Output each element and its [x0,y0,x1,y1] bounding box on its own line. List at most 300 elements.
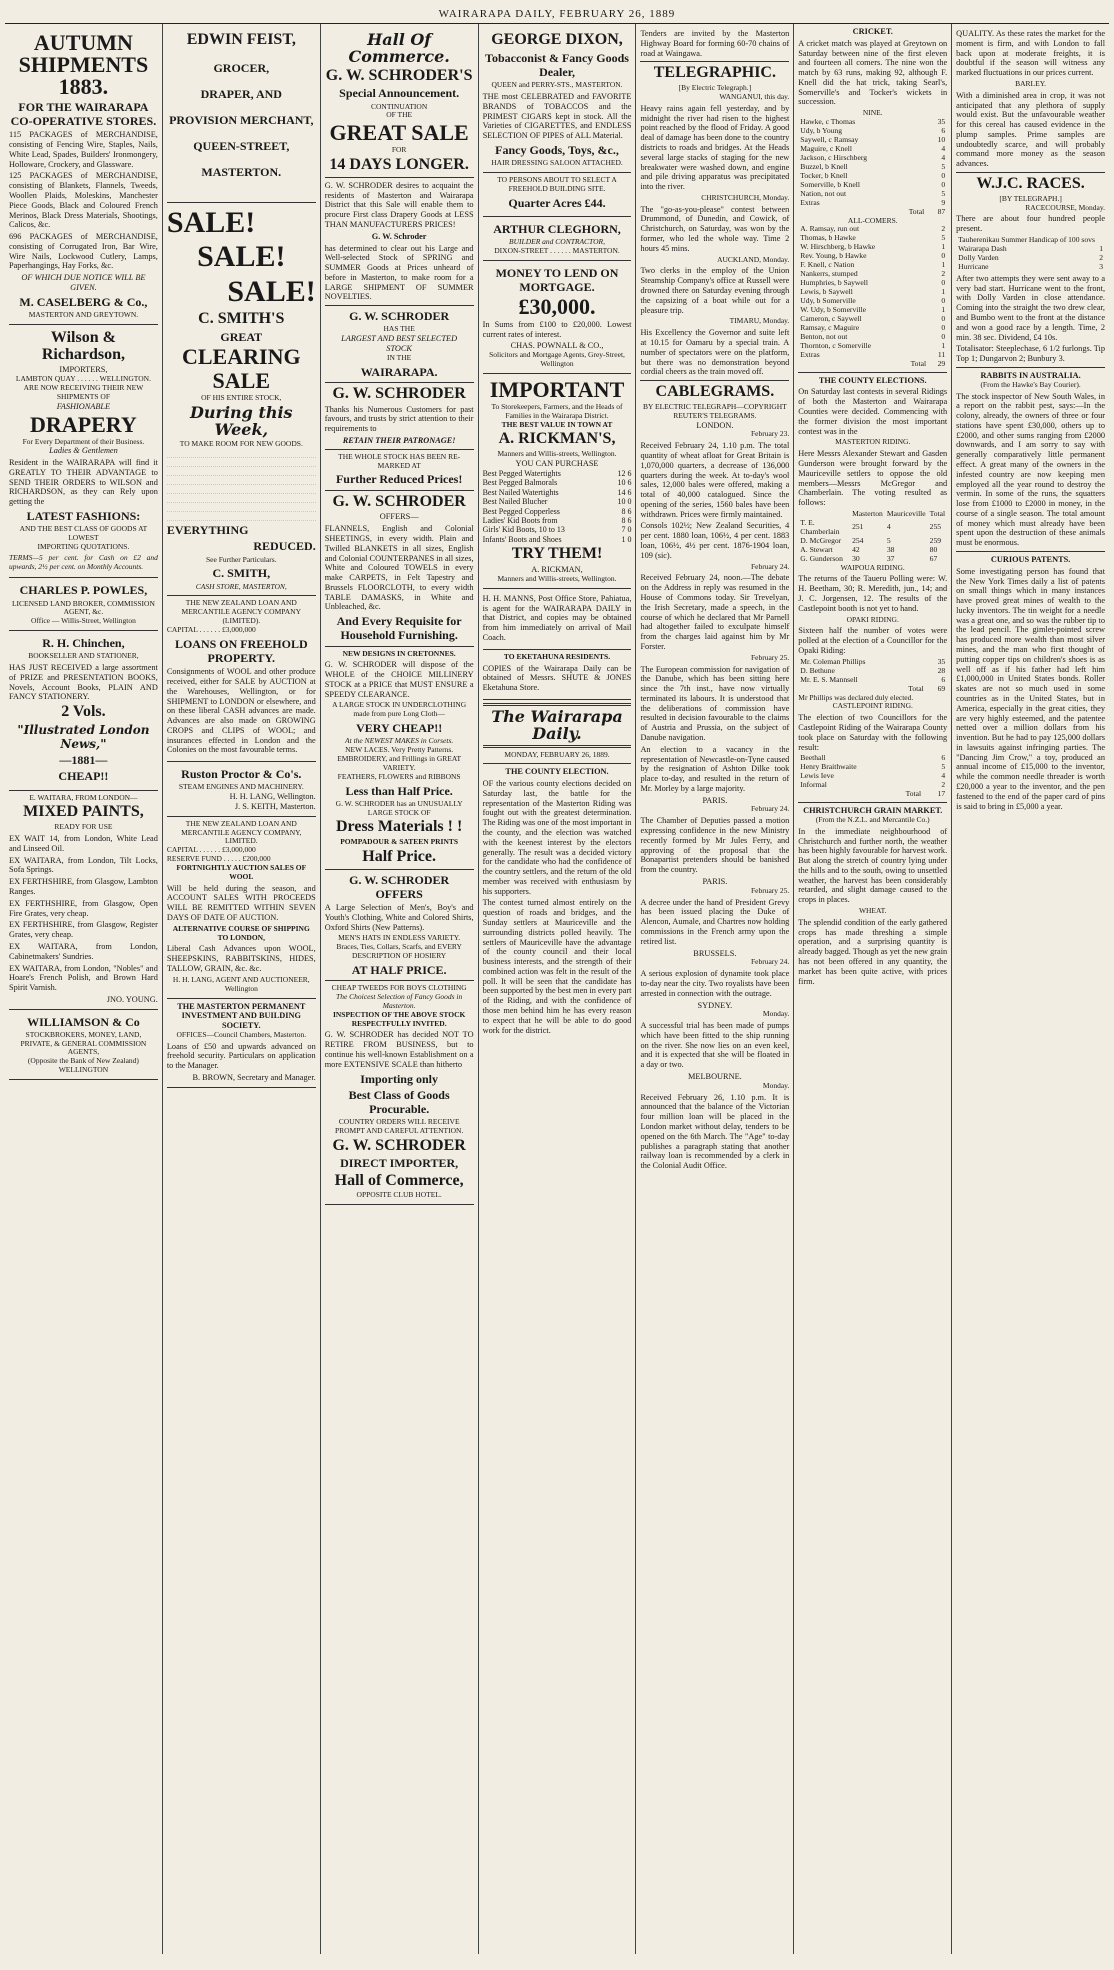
table-row: Somerville, b Knell 0 [800,179,946,189]
see-further: See Further Particulars. [205,554,277,564]
allcomers-head: ALL-COMERS. [847,215,898,225]
masthead-title: WAIRARAPA DAILY, FEBRUARY 26, 1889 [438,7,676,20]
christchurch-dateline: CHRISTCHURCH, Monday. [701,192,790,202]
opposite-club: OPPOSITE CLUB HOTEL. [356,1190,442,1200]
table-row: Total 69 [908,683,946,693]
half-price-label: Less than Half Price. [345,783,453,798]
opaki-head: OPAKI RIDING. [846,614,899,624]
table-row: Rev. Young, b Hawke 0 [800,251,946,261]
offers-label: OFFERS— [379,512,419,522]
auckland-dateline: AUCKLAND, Monday. [717,254,790,264]
very-cheap: VERY CHEAP!! [356,721,443,736]
has-the: HAS THE [383,324,415,334]
schroder-body: G. W. SCHRODER desires to acquaint the residents of Masterton and Wairarapa District that this Sale will enable them to procure First class Drapery Goods at LESS THAN MANUFACTURERS PRICES! [324,180,474,229]
paris2-body: A decree under the hand of President Grevy has been issued placing the Duke of Alencon, Aumale, and Chartres now holding commissions in the French army upon the retired list. [640,897,790,946]
during-week: During this Week, [190,402,293,439]
dress-label: G. W. SCHRODER has an UNUSUALLY LARGE STOCK OF [335,798,463,817]
feist-ad [167,27,316,203]
melbourne-head: MELBOURNE. [688,1072,742,1082]
wilson-address: LAMBTON QUAY . . . . . . WELLINGTON. [15,374,151,384]
auction-label: FORTNIGHTLY AUCTION SALES OF WOOL [176,862,307,881]
reuter-label: REUTER'S TELEGRAMS. [673,410,757,420]
hair-dressing: HAIR DRESSING SALOON ATTACHED. [491,158,623,168]
chinchen-sub: BOOKSELLER AND STATIONER, [28,651,139,661]
schroder8-body: G. W. SCHRODER has decided NOT TO RETIRE FROM BUSINESS, but to continue his well-known Establishment on a more EXTENSIVE SCALE than hitherto [324,1030,474,1069]
manns-body: H. H. MANNS, Post Office Store, Pahiatua, is agent for the WAIRARAPA DAILY in that District, and copies may be obtained from him immediately on arrival of Mail Coach. [482,593,632,642]
smith-signature: C. SMITH, [212,566,271,581]
embroidery-label: EMBROIDERY, and Frillings in GREAT VARIETY. [337,754,462,772]
melbourne-body: Received February 26, 1.10 p.m. It is announced that the balance of the Victorian four million loan will be placed in the London market without delay, tenders to be opened on the 6th March. The "Age" to-day publishes a paragraph stating that another railway loan is recommended by a clerk in the Colonial Audit Office. [640,1092,790,1171]
grain-body: In the immediate neighbourhood of Christchurch and further north, the weather has been highly favourable for harvest work. But along the stretch of country lying under the hills and to the south, owing to unsettled weather, the harvest has been considerably retarded, and slight damage caused to the crops in places. [798,826,948,905]
wilson-sub: IMPORTERS, [59,365,108,375]
quotations-label: IMPORTING QUOTATIONS. [37,541,130,551]
schroder6-name: G. W. SCHRODER [332,492,466,510]
paris-body: The Chamber of Deputies passed a motion expressing confidence in the new Ministry recently formed by Mr Jules Ferry, and approving of the proposal that the Bonapartist pretenders should be banished from the country. [640,816,790,875]
shirts-body: A Large Selection of Men's, Boy's and Youth's Clothing, White and Colored Shirts, Oxford Shirts (New Patterns). [324,903,474,932]
consols-body: Consols 102½; New Zealand Securities, 4 per cent. 1880 loan, 106½, 4 per cent. 1883 loan, 106½, 4½ per cent. 1876-1904 loan, 109 (sic). [640,521,790,560]
cricket-body: A cricket match was played at Greytown on Saturday between nine of the first eleven and fourteen all comers. The nine won the match by 63 runs, making 92, although F. Knell did the hat trick, taking Searl's, Somerville's and Tocker's wickets in succession. [798,38,948,107]
draper-label: DRAPER, AND [200,86,282,101]
table-row: Informal 2 [800,780,946,790]
election-body: OF the various county elections decided on Saturday last, the battle for the representation of the Masterton Riding was fought out with the greatest determination. The Riding was one of the most important in the county, and the election was watched with the keenest interest by the electors generally. The result was a decided victory for the candidate who had the confidence of the country settlers, and the return of the old member was received with enthusiasm by his supporters. [482,779,632,896]
permanent-society-ad [167,999,316,1088]
rickman-address: Manners and Willis-streets, Wellington. [497,449,617,459]
vols-label: 2 Vols. [61,703,106,721]
table-row: Saywell, c Ramsay 10 [800,135,946,144]
table-row: T. E. Chamberlain 251 4 255 [800,517,942,536]
fancy-goods-toys: Fancy Goods, Toys, &c., [495,142,619,157]
nine-head: NINE. [862,108,883,118]
table-row: Lewis, b Saywell 1 [800,287,946,297]
opaki-body: Sixteen half the number of votes were polled at the election of a Councillor for the Opaki Riding: [798,626,948,655]
cablegrams-head: CABLEGRAMS. [655,383,775,401]
offers-body: FLANNELS, English and Colonial SHEETINGS, in every width. Plain and Twilled BLANKETS in all sizes, English and Colonial COUNTERPANES in all sizes, White and Coloured TOWELS in every make CARPETS, in Felt Tapestry and Brussels FLOORCLOTH, to every width TABLE DAMASKS, in White and Unbleached, &c. [324,524,474,612]
best-value: THE BEST VALUE IN TOWN AT [501,419,613,429]
special-announcement: Special Announcement. [339,86,460,101]
table-row: Tauherenikau Summer Handicap of 100 sovs [958,235,1095,245]
totalisator-text: Totalisator: Steeplechase, 6 1/2 furlongs. Tip Top 1; Dungarvon 2; Bunbury 3. [956,344,1106,364]
caselberg-name: M. CASELBERG & Co., [19,294,148,309]
laces-label: NEW LACES. Very Pretty Patterns. [345,745,454,755]
price-row: Best Pegged Copperless 8 6 [482,506,632,516]
table-row: Lewis Ieve 4 [800,771,946,781]
table-row: Udy, b Young 6 [800,126,946,136]
race-body: There are about four hundred people present. [956,214,1106,234]
make-room: TO MAKE ROOM FOR NEW GOODS. [179,439,303,449]
masthead [5,5,1109,24]
williamson-address: (Opposite the Bank of New Zealand) WELLINGTON [27,1056,139,1075]
dixon-body: THE most CELEBRATED and FAVORITE BRANDS of TOBACCOS and the PRIMEST CIGARS kept in stock. All the Varieties of CIGARETTES, and ENDLESS SELECTION OF PIPES of ALL Material. [482,91,632,141]
barley-head: BARLEY. [1015,78,1047,88]
requisite-label: And Every Requisite for Household Furnishing. [336,614,462,643]
caselberg-location: MASTERTON AND GREYTOWN. [28,309,139,319]
column-6 [794,24,952,1954]
price-row: Infants' Boots and Shoes 1 0 [482,534,632,544]
ward-head: E. WAITARA, FROM LONDON— [29,792,138,802]
nzloan-capital: CAPITAL . . . . . . £3,000,000 [166,625,256,634]
table-row: Mr. Coleman Phillips 35 [800,656,946,666]
table-row: Thornton, c Somerville 1 [800,340,946,350]
terms-text: TERMS—5 per cent. for Cash on £2 and upwards, 2½ per cent. on Monthly Accounts. [9,552,158,571]
table-row: A. Ramsay, run out 2 [800,224,946,234]
inspection-label: INSPECTION OF THE ABOVE STOCK RESPECTFULLY INVITED. [332,1009,466,1028]
further-reduced: Further Reduced Prices! [335,472,463,487]
williamson-sub: STOCKBROKERS, MONEY, LAND, PRIVATE, & GENERAL COMMISSION AGENTS, [20,1029,147,1057]
dixon-address: QUEEN and PERRY-STS., MASTERTON. [491,80,623,90]
auction-body: Will be held during the season, and ACCOUNT SALES WITH PROCEEDS WILL BE REMITTED WITHIN SEVEN DAYS OF DATE OF AUCTION. [166,883,316,922]
paper-title: The Wairarapa Daily. [491,706,623,743]
table-row: Buzzel, b Knell 5 [800,161,946,171]
cash-store: CASH STORE, MASTERTON, [195,581,287,591]
table-row: Hurricane 3 [958,261,1104,271]
county-body: On Saturday last contests in several Ridings of both the Masterton and Wairarapa Counties were decided. Commencing with the former division the most important contest was in the [798,387,948,436]
election-head: THE COUNTY ELECTION. [505,767,609,777]
cleghorn-name: ARTHUR CLEGHORN, [493,221,621,236]
table-row: Udy, b Somerville 0 [800,296,946,306]
paints-sub: READY FOR USE [54,822,113,832]
table-row: Henry Braithwaite 5 [800,762,946,772]
table-row: D. McGregor 254 5 259 [800,535,942,545]
telegraphic-sub: [By Electric Telegraph.] [678,83,752,93]
half-price-2: Half Price. [362,848,437,866]
lowest-label: AND THE BEST CLASS OF GOODS AT LOWEST [19,524,148,543]
melbourne-date: Monday. [762,1080,790,1090]
dixon-name: GEORGE DIXON, [491,31,623,48]
chinchen-ad [9,631,158,791]
retain-label: RETAIN THEIR PATRONAGE! [342,435,456,445]
table-row: Hawke, c Thomas 35 [800,117,946,127]
perm-name: THE MASTERTON PERMANENT INVESTMENT AND BUILDING SOCIETY. [177,1001,306,1031]
shipping-7: EX WAITARA, from London, "Nobles" and Hoare's French Polish, and Brown Hard Spirit Varnish. [9,963,158,993]
castlepoint-body: The election of two Councillors for the Castlepoint Riding of the Wairarapa County took place on Saturday with the following result: [798,713,948,752]
cleghorn-ad [483,217,632,261]
price-row: Best Nailed Blucher 10 0 [482,497,632,507]
eketahuna-body: COPIES of the Wairarapa Daily can be obtained of Messrs. SHUTE & JONES Eketahuna Store. [482,663,632,693]
rabbits-body: The stock inspector of New South Wales, in a report on the rabbit pest, says:—In the colony, already, the owners of three or four stations have spent £30,000, others up to £2000, and other sums ranging from £2000 downwards, and I am sorry to say with generally comparatively little permanent effect. A great many of the owners in the infested country are now keeping men employed all the year round to destroy the vermin. In some of the runs, the squatters lose from £1000 to £2000 in money, in the course of a single season. The total amount of money which must already have been spent upon the destruction of these animals must be enormous. [956,391,1106,548]
masterton-label: MASTERTON. [201,165,282,180]
lang-sign: H. H. LANG, Wellington. [229,792,316,802]
price-row: Best Pegged Balmorals 10 6 [482,478,632,488]
shipping-3: EX FERTHSHIRE, from Glasgow, Lambton Ranges. [9,877,158,897]
nzloan-name: THE NEW ZEALAND LOAN AND MERCANTILE AGENCY COMPANY (LIMITED). [181,598,302,626]
feist-name: EDWIN FEIST, [186,31,296,48]
table-row: D. Bethune 28 [800,665,946,675]
price-row: Best Nailed Watertights 14 6 [482,487,632,497]
wilson-receiving: ARE NOW RECEIVING THEIR NEW SHIPMENTS OF [23,383,144,401]
money-body: In Sums from £100 to £20,000. Lowest current rates of interest. [482,319,632,339]
sydney-body: A successful trial has been made of pumps which have been fitted to the ship running on the river. She now lies on an even keel, and it is expected that she will be floated in a day or two. [640,1021,790,1070]
in-the: IN THE [387,352,412,362]
election-body-2: The contest turned almost entirely on the question of roads and bridges, and the Sunday settlers at Mauriceville and the surrounding districts polled heavily. The settlers of Mauriceville have the advantage of the county council and their local business interests, and the strength of their combined action was felt in the result of the poll. It will be seen that the candidate has been supported by the best men in every part of the Riding, and with the confidence of those men behind him he has every reason to expect that he will be able to do good work for the district. [482,898,632,1035]
london-date: February 23. [750,429,790,439]
table-row: Maguire, c Knell 4 [800,143,946,153]
london3-body: The European commission for navigation of the Danube, which has been sitting here since the 7th inst., have now virtually terminated its labours. It is understood that the deliberations of commission have resulted in decision favourable to the claims of Austria and Prussia, on the subject of Danube navigation. [640,664,790,742]
chinchen-body: HAS JUST RECEIVED a large assortment of PRIZE and PRESENTATION BOOKS, Novels, Account Books, PLAIN AND FANCY STATIONERY. [9,663,158,702]
wairarapa-label: WAIRARAPA. [360,364,438,379]
nzloan2-name: THE NEW ZEALAND LOAN AND MERCANTILE AGENCY COMPANY, LIMITED. [181,818,302,846]
eketahuna-ad [483,650,632,700]
powles-name: CHARLES P. POWLES, [19,583,148,598]
quality-body: QUALITY. As these rates the market for the moment is firm, and with London to fall back upon at moderate freights, it is doubtful if the season will witness any marked fluctuations in our prices current. [956,29,1106,78]
paris-date: February 24. [750,804,790,814]
money-ad [483,261,632,374]
great-sale-label: GREAT SALE [329,120,469,146]
table-row: W. Hirschberg, b Hawke 1 [800,242,946,252]
clearing-label: CLEARING [182,344,301,370]
cable-sub: BY ELECTRIC TELEGRAPH—COPYRIGHT [642,401,787,411]
young-ad [9,791,158,1010]
castlepoint-table [798,754,947,799]
pownall-sub: Solicitors and Mortgage Agents, Grey-Street, Wellington [489,350,625,369]
paris2-head: PARIS. [702,877,728,886]
pompadour-label: POMPADOUR & SATEEN PRINTS [340,837,459,847]
price-list [483,469,632,545]
wilson-richardson-ad [9,325,158,579]
auckland-body: Two clerks in the employ of the Union Steamship Company's office at Russell were drowned there on Saturday evening through the capsizing of a boat while out for a pleasure trip. [640,266,790,315]
wheat-head: WHEAT. [858,906,887,916]
latest-fashions: LATEST FASHIONS: [26,509,141,524]
remarked-label: THE WHOLE STOCK HAS BEEN RE-MARKED AT [338,451,461,470]
continuation-label: CONTINUATION [371,101,428,111]
price-row: Ladies' Kid Boots from 8 6 [482,516,632,526]
london2-body: Received February 24, noon.—The debate on the Address in reply was resumed in the House of Commons today. Sir Trevelyan, the Irish Secretary, made a speech, in the course of which he declared that Mr Parnell had altogether failed to exculpate himself from the charges laid against him by Mr Forster. [640,573,790,651]
opaki-table [798,658,947,694]
perm-office: OFFICES—Council Chambers, Masterton. [176,1029,307,1039]
sale-3: SALE! [227,274,316,308]
racecourse-dateline: RACECOURSE, Monday. [1025,202,1106,212]
powles-ad [9,578,158,631]
feathers-label: FEATHERS, FLOWERS and RIBBONS [337,771,461,781]
table-row: Dolly Varden 2 [958,252,1104,262]
nzloan-ad [167,596,316,762]
table-row: Total 29 [910,358,946,368]
nzloan2-capital: CAPITAL . . . . . . £3,000,000 [166,845,256,855]
entire-stock: OF HIS ENTIRE STOCK, [201,393,282,403]
shipping-5: EX FERTHSHIRE, from Glasgow, Register Grates, very cheap. [9,920,158,940]
half-price-3: AT HALF PRICE. [351,963,447,977]
paints-label: MIXED PAINTS, [23,803,144,821]
timaru-body: His Excellency the Governor and suite left at 10.15 for Oamaru by a special train. A number of spectators were on the platform, but there was no demonstration beyond cordial cheers as the train moved off. [640,328,790,377]
iln-year: —1881— [59,753,108,768]
schroder2-body: has determined to clear out his Large and Well-selected Stock of SPRING and SUMMER Goods at Prices unheard of before in Masterton, to make room for a LARGE SHIPMENT OF SUMMER NOVELTIES. [324,243,474,302]
castlepoint-head: CASTLEPOINT RIDING. [832,701,913,711]
london-body: Received February 24, 1.10 p.m. The total quantity of wheat afloat for Great Britain is 1,070,000 quarters, a decrease of 136,000 quarters during the week. At to-day's wool sales, 12,000 bales were offered, making a total of 40,000 catalogued. Since the opening of the series, 1560 bales have been withdrawn. Prices were firmly maintained. [640,441,790,519]
table-row: Mr. E. S. Mannsell 6 [800,674,946,684]
table-row: Ramsay, c Maguire 0 [800,322,946,332]
column-1 [5,24,163,1954]
cleghorn-sub: BUILDER and CONTRACTOR, [509,236,605,246]
ship-note: OF WHICH DUE NOTICE WILL BE GIVEN. [21,273,146,293]
opaki-note: Mr Phillips was declared duly elected. [798,692,914,702]
sydney-head: SYDNEY. [697,1000,733,1010]
price-row: Girls' Kid Boots, 10 to 13 7 0 [482,525,632,535]
drapery-for: For Every Department of their Business. [22,436,145,446]
table-row: A. Stewart 42 38 80 [800,544,938,554]
wjc-sub: [BY TELEGRAPH.] [999,193,1062,203]
rickman2-address: Manners and Willis-streets, Wellington. [497,573,617,583]
wjc-head: W.J.C. RACES. [976,175,1085,192]
dixon-sub: Tobacconist & Fancy Goods Dealer, [485,50,629,79]
nzloan2-ad [167,817,316,999]
williamson-name: WILLIAMSON & Co [27,1014,140,1029]
powles-sub: LICENSED LAND BROKER, COMMISSION AGENT, &c. [11,598,155,617]
cheap-label: CHEAP!! [58,769,109,784]
merchants-body: Liberal Cash Advances upon WOOL, SHEEPSKINS, RABBITSKINS, HIDES, TALLOW, GRAIN, &c. &c. [166,944,316,974]
keith-sign: J. S. KEITH, Masterton. [234,801,316,811]
fashionable-label: FASHIONABLE [56,401,111,411]
dress-materials: Dress Materials ! ! [335,818,463,836]
london2-date: February 24. [750,561,790,571]
table-row: Humphries, b Saywell 0 [800,278,946,288]
brown-sign: B. BROWN, Secretary and Manager. [192,1073,316,1083]
fancy-label: The Choicest Selection of Fancy Goods in Masterton. [336,992,463,1010]
nzloan2-reserve: RESERVE FUND . . . . . £200,000 [166,854,271,864]
table-row: F. Knell, c Nation 1 [800,260,946,270]
newspaper-page [5,5,1109,1960]
table-row: Thomas, b Hawke 5 [800,233,946,243]
quarter-acres-ad [483,173,632,217]
rabbits-head: RABBITS IN AUSTRALIA. [980,370,1081,380]
tenders-body: Tenders are invited by the Masterton Highway Board for forming 60-70 chains of road at Waingawa. [640,29,790,58]
williamson-ad [9,1010,158,1080]
days-label: 14 DAYS LONGER. [329,156,469,174]
table-row: Cameron, c Saywell 0 [800,313,946,323]
london-head: LONDON. [696,420,734,430]
purchase-label: YOU CAN PURCHASE [515,459,599,469]
grain-sub: (From the N.Z.L. and Mercantile Co.) [815,814,930,824]
london3-date: February 25. [750,652,790,662]
brussels-date: February 24. [750,957,790,967]
millinery-body: G. W. SCHRODER will dispose of the WHOLE of the CHOICE MILLINERY STOCK at a PRICE that MUST ENSURE a SPEEDY CLEARANCE. [324,660,474,699]
important-sub: To Storekeepers, Farmers, and the Heads of Families in the Wairarapa District. [491,401,623,420]
drapery-label: DRAPERY [30,411,137,437]
young-signature: JNO. YOUNG. [106,994,158,1004]
lang2-sign: H. H. LANG, AGENT AND AUCTIONEER, Wellington [172,974,310,993]
masterton-riding: MASTERTON RIDING. [835,437,911,447]
loans-label: LOANS ON FREEHOLD PROPERTY. [174,636,308,665]
braces-label: Braces, Ties, Collars, Scarfs, and EVERY DESCRIPTION OF HOSIERY [336,942,462,961]
everything-label: EVERYTHING [166,523,249,538]
column-2 [163,24,321,1954]
schroder-ad [325,27,474,1205]
table-row: Extras 9 [800,197,946,207]
pownall-name: CHAS. POWNALL & CO., [510,341,604,351]
schroder3-name: G. W. SCHRODER [349,309,450,324]
great-label: GREAT [220,329,263,344]
schroder2-head: G. W. Schroder [371,231,427,241]
price-row: Best Pegged Watertights 12 6 [482,468,632,478]
provision-label: PROVISION MERCHANT, [169,113,314,128]
column-5 [636,24,794,1954]
stock-label: STOCK [386,344,412,354]
poll-table [798,510,947,564]
powles-office: Office — Willis-Street, Wellington [30,616,136,626]
ship-head: AUTUMN SHIPMENTS 1883. [18,30,149,99]
for-label: FOR [391,145,407,155]
telegraphic-head: TELEGRAPHIC. [653,64,776,82]
column-4 [479,24,637,1954]
waipoua-head: WAIPOUA RIDING. [840,562,905,572]
column-3 [321,24,479,1954]
reduced-label: REDUCED. [253,539,316,554]
waipoua-body: The returns of the Taueru Polling were: W. H. Beetham, 30; R. Meredith, jun., 14; and J. C. Jorgensen, 12. The results of the Castlepoint booth is not yet to hand. [798,574,948,613]
curious-body: Some investigating person has found that the New York Times daily a list of patents on small things which in many instances have proved great mines of wealth to the lucky inventors. The tin weight for a needle was a great one, and so was the rubber tip to the lead pencil. The gimlet-pointed screw has produced more wealth than most silver mines, and the man who first thought of putting copper tips on children's shoes is as well off as if his father had left him £1,000,000 in United States bonds. Roller skates are not so much used in some countries as in the United States, but in America, especially in the great cities, they are very highly esteemed, and the patentee netted over a million dollars from his invention. But he had to pay 125,000 dollars in lawsuits against infringing parties. The "Dancing Jim Crow," a toy, produced an annual income of £15,000 to the inventor, while the common needle threader is worth £20,000 a year to the inventor, and the pen fastened to the end of the paper card of pins is said to bring in £5,000 a year. [956,566,1106,811]
ruston-ad [167,762,316,817]
sale-1: SALE! [166,205,256,239]
persons-label: TO PERSONS ABOUT TO SELECT A FREEHOLD BUILDING SITE. [497,174,617,193]
largest-label: LARGEST AND BEST SELECTED [341,334,458,344]
grocer-label: GROCER, [213,60,270,75]
of-the-label: OF THE [386,110,413,120]
table-row: Jackson, c Hirschberg 4 [800,152,946,162]
christchurch-body: The "go-as-you-please" contest between Drummond, of Dunedin, and Cowick, of Christchurch, on Saturday, was won by the former, who led the whole way. Time 2 hours 45 mins. [640,204,790,253]
race-text: After two attempts they were sent away to a very bad start. Hurricane went to the front, with Dolly Varden in close attendance. Coming into the straight the two drew clear, and Bumbo went to the front at the distance and won a good race by a length. Time, 2 min. 38 sec. Dividend, £4 10s. [956,273,1106,342]
riding-body: Here Messrs Alexander Stewart and Gasden Gunderson were brought forward by the Mauriceville settlers to oppose the old members—Messrs McGregor and Chamberlain. The voting resulted as follows: [798,449,948,508]
table-row: Total 17 [905,789,946,799]
importing-label: Importing only [360,1071,438,1086]
sydney-date: Monday. [762,1009,790,1019]
smith-name: C. SMITH'S [198,310,285,328]
table-row: Total 87 [908,206,946,216]
brussels-head: BRUSSELS. [693,948,737,958]
table-row: Masterton Mauriceville Total [852,508,946,518]
table-row: Benton, not out 0 [800,331,946,341]
schroder4-name: G. W. SCHRODER [332,384,466,402]
shipping-6: EX WAITARA, from London, Cabinetmakers' Sundries. [9,941,158,961]
grain-head: CHRISTCHURCH GRAIN MARKET. [803,806,943,816]
important-label: IMPORTANT [489,376,625,402]
thanks-body: Thanks his Numerous Customers for past favours, and trusts by strict attention to their requirements to [324,404,474,434]
timaru-dateline: TIMARU, Monday. [729,316,790,326]
table-row: Wairarapa Dash 1 [958,244,1104,253]
race-results-table [956,236,1105,272]
chinchen-name: R. H. Chinchen, [42,636,125,651]
schroder-name: G. W. SCHRODER'S [325,66,473,84]
rickman-ad [483,374,632,589]
barley-body: With a diminished area in crop, it was not anticipated that any plethora of supply would exist. But the unfavourable weather for this cereal has caused evidence in the plump samples. Prime samples are undoubtedly scarce, and will probably command more money as the season advances. [956,90,1106,169]
rabbits-sub: (From the Hawke's Bay Courier). [980,379,1081,389]
cretonnes-label: NEW DESIGNS IN CRETONNES. [342,648,456,658]
ship-item-1: 115 PACKAGES of MERCHANDISE, consisting of Fencing Wire, Staples, Nails, White Lead, Spades, Builders' Ironmongery, Holloware, Crockery, and Glassware. [9,130,158,169]
ship-for: FOR THE WAIRARAPA CO-OPERATIVE STORES. [10,100,157,129]
table-row: Nankerrs, stumped 2 [800,269,946,279]
coop-stores-ad [9,27,158,325]
shipping-2: EX WAITARA, from London, Tilt Locks, Sofa Springs. [9,855,158,875]
table-row: Beethall 6 [800,753,946,763]
money-head: MONEY TO LEND ON MORTGAGE. [495,265,619,294]
table-row: Extras 11 [800,349,946,359]
allcomers-scores-table [798,225,947,368]
manns-ad [483,589,632,650]
dixon-ad [483,27,632,173]
table-row: W. Udy, b Somerville 1 [800,305,946,314]
underclothing-label: A LARGE STOCK IN UNDERCLOTHING made from pure Long Cloth— [332,700,467,719]
shipping-alt: ALTERNATIVE COURSE OF SHIPPING TO LONDON, [172,923,310,942]
ship-item-3: 696 PACKAGES of MERCHANDISE, consisting of Corrugated Iron, Bar Wire, Wire Nails, Lockwood Cutlery, Lamps, Paperhangings, Hay Forks, &c. [9,232,158,271]
paris2-date: February 25. [750,885,790,895]
shipping-4: EX FERTHSHIRE, from Glasgow, Open Fire Grates, very cheap. [9,898,158,918]
sale-2: SALE! [197,240,286,274]
quarter-acres: Quarter Acres £44. [508,195,606,210]
loans-body: Consignments of WOOL and other produce received, either for SALE by AUCTION at the Warehouses, Wellington, or for SHIPMENT to LONDON or elsewhere, and on these liberal CASH advances are made. Advances are also made on GROWING CROPS and CLIPS of WOOL; and insurances effected in London and the Colonies on the most favourable terms. [166,667,316,755]
eketahuna-head: TO EKETAHUNA RESIDENTS. [503,651,611,661]
wilson-body: Resident in the WAIRARAPA will find it GREATLY TO THEIR ADVANTAGE to SEND THEIR ORDERS to WILSON and RICHARDSON, as they can Rely upon getting the [9,458,158,507]
queen-street: QUEEN-STREET, [193,139,290,154]
tweeds-label: CHEAP TWEEDS FOR BOYS CLOTHING [331,983,467,993]
newest-label: At the NEWEST MAKES in Corsets. [345,736,454,746]
schroder7-offers: G. W. SCHRODER OFFERS [349,872,450,901]
ruston-sub: STEAM ENGINES AND MACHINERY. [178,782,304,792]
